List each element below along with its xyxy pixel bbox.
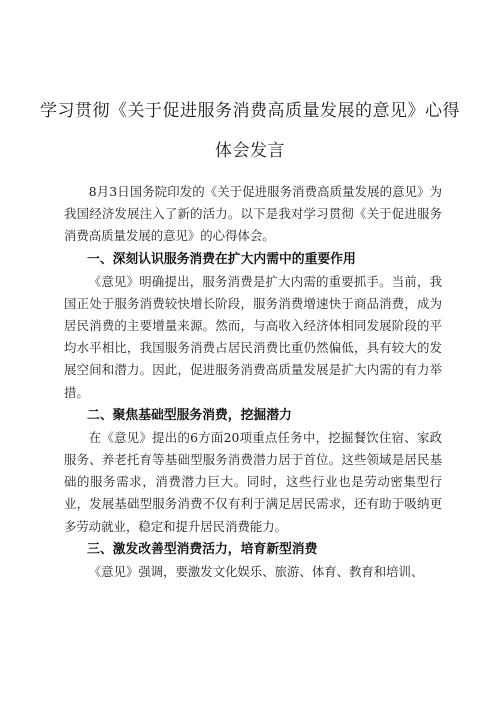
section-3-heading: 三、激发改善型消费活力，培育新型消费 xyxy=(87,541,318,557)
document-body xyxy=(64,181,442,583)
section-3-paragraph: 《意见》强调，要激发文化娱乐、旅游、体育、教育和培训、 xyxy=(88,563,424,579)
section-2-paragraph: 在《意见》提出的6方面20项重点任务中，挖掘餐饮住宿、家政服务、养老托育等基础型服务消费潜力居于首位。这些领域是居民基础的服务需求，消费潜力巨大。同时，这些行业也是劳动密集型行业，发展基础型服务消费不仅有利于满足居民需求，还有助于吸纳更多劳动就业，稳定和提升居民消费能力。 xyxy=(64,429,442,534)
document-title-line-2: 体会发言 xyxy=(215,141,285,161)
document-title-line-1: 学习贯彻《关于促进服务消费高质量发展的意见》心得 xyxy=(40,101,460,121)
section-1-heading: 一、深刻认识服务消费在扩大内需中的重要作用 xyxy=(87,251,356,267)
section-1-paragraph: 《意见》明确提出，服务消费是扩大内需的重要抓手。当前，我国正处于服务消费较快增长阶段，服务消费增速快于商品消费，成为居民消费的主要增量来源。然而，与高收入经济体相同发展阶段的平均水平相比，我国服务消费占居民消费比重仍然偏低，具有较大的发展空间和潜力。因此，促进服务消费高质量发展是扩大内需的有力举措。 xyxy=(64,273,442,400)
intro-paragraph: 8月3日国务院印发的《关于促进服务消费高质量发展的意见》为我国经济发展注入了新的活力。以下是我对学习贯彻《关于促进服务消费高质量发展的意见》的心得体会。 xyxy=(64,184,442,244)
section-2-heading: 二、聚焦基础型服务消费，挖掘潜力 xyxy=(87,407,292,423)
